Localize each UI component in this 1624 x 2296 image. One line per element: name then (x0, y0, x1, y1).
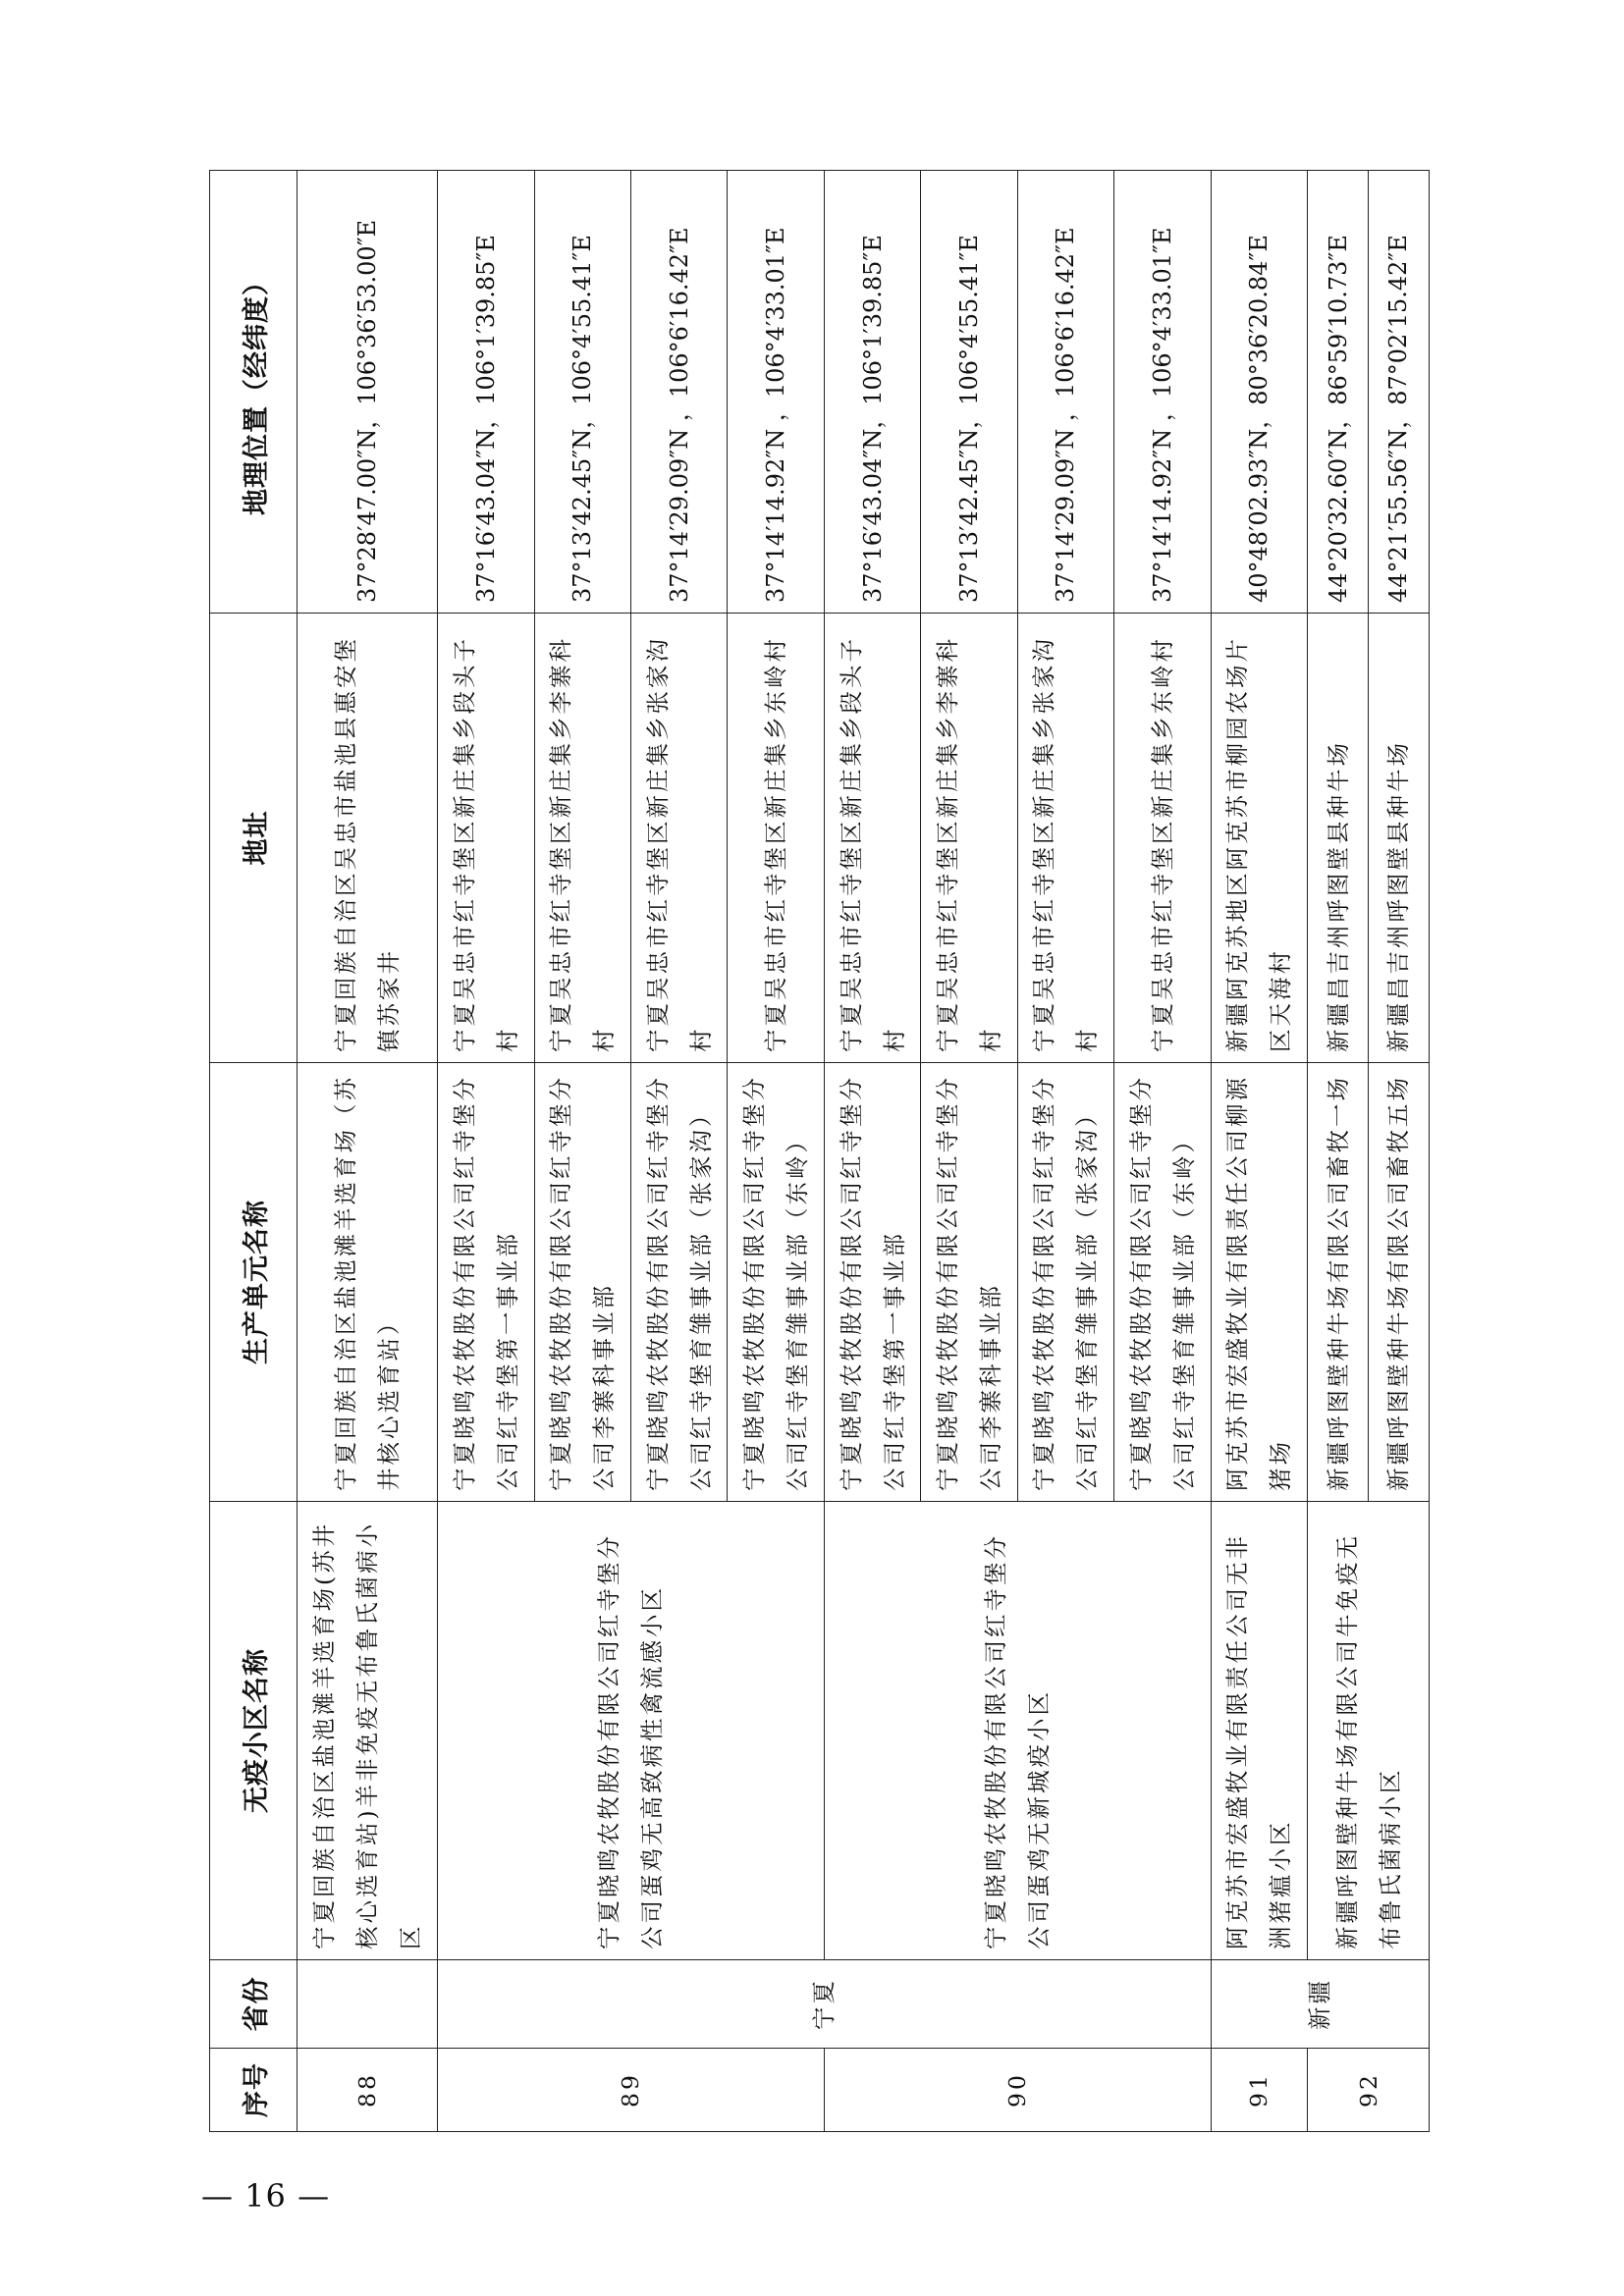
header-zone: 无疫小区名称 (210, 1502, 298, 1960)
cell-address: 宁夏吴忠市红寺堡区新庄集乡段头子村 (438, 614, 534, 1063)
cell-unit: 宁夏晓鸣农牧股份有限公司红寺堡分公司红寺堡育雏事业部（张家沟） (1017, 1063, 1113, 1502)
cell-geo: 40°48′02.93″N，80°36′20.84″E (1211, 171, 1307, 614)
cell-address: 宁夏吴忠市红寺堡区新庄集乡张家沟村 (630, 614, 727, 1063)
cell-no: 90 (824, 2049, 1211, 2132)
cell-zone: 阿克苏市宏盛牧业有限责任公司无非洲猪瘟小区 (1211, 1502, 1307, 1960)
cell-no: 88 (298, 2049, 438, 2132)
cell-unit: 宁夏晓鸣农牧股份有限公司红寺堡分公司红寺堡第一事业部 (438, 1063, 534, 1502)
cell-geo: 37°14′29.09″N ，106°6′16.42″E (1017, 171, 1113, 614)
header-unit: 生产单元名称 (210, 1063, 298, 1502)
cell-geo: 37°14′29.09″N ，106°6′16.42″E (630, 171, 727, 614)
cell-geo: 37°28′47.00″N，106°36′53.00″E (298, 171, 438, 614)
cell-unit: 宁夏晓鸣农牧股份有限公司红寺堡分公司红寺堡育雏事业部（东岭） (1114, 1063, 1211, 1502)
cell-geo: 37°13′42.45″N，106°4′55.41″E (921, 171, 1017, 614)
cell-unit: 新疆呼图壁种牛场有限公司畜牧五场 (1368, 1063, 1429, 1502)
cell-province: 新疆 (1211, 1960, 1429, 2049)
cell-address: 新疆昌吉州呼图壁县种牛场 (1368, 614, 1429, 1063)
header-province: 省份 (210, 1960, 298, 2049)
table-row (438, 171, 534, 2132)
cell-unit: 阿克苏市宏盛牧业有限责任公司柳源猪场 (1211, 1063, 1307, 1502)
cell-unit: 宁夏回族自治区盐池滩羊选育场（苏井核心选育站） (298, 1063, 438, 1502)
cell-zone: 宁夏晓鸣农牧股份有限公司红寺堡分公司蛋鸡无高致病性禽流感小区 (438, 1502, 825, 1960)
header-no: 序号 (210, 2049, 298, 2132)
table-row (1308, 171, 1369, 2132)
cell-unit: 宁夏晓鸣农牧股份有限公司红寺堡分公司李寨科事业部 (921, 1063, 1017, 1502)
cell-zone: 新疆呼图壁种牛场有限公司牛免疫无布鲁氏菌病小区 (1308, 1502, 1430, 1960)
rotated-table-container (209, 171, 1430, 2132)
cell-no: 92 (1308, 2049, 1430, 2132)
cell-no: 91 (1211, 2049, 1307, 2132)
cell-address: 新疆昌吉州呼图壁县种牛场 (1308, 614, 1369, 1063)
cell-geo: 44°20′32.60″N，86°59′10.73″E (1308, 171, 1369, 614)
cell-zone: 宁夏回族自治区盐池滩羊选育场(苏井核心选育站)羊非免疫无布鲁氏菌病小区 (298, 1502, 438, 1960)
table-row (824, 171, 920, 2132)
cell-geo: 37°16′43.04″N，106°1′39.85″E (438, 171, 534, 614)
cell-address: 宁夏吴忠市红寺堡区新庄集乡东岭村 (728, 614, 824, 1063)
cell-geo: 37°14′14.92″N ，106°4′33.01″E (728, 171, 824, 614)
cell-address: 宁夏吴忠市红寺堡区新庄集乡李寨科村 (921, 614, 1017, 1063)
cell-unit: 宁夏晓鸣农牧股份有限公司红寺堡分公司红寺堡育雏事业部（张家沟） (630, 1063, 727, 1502)
cell-geo: 44°21′55.56″N，87°02′15.42″E (1368, 171, 1429, 614)
table-header-row (210, 171, 298, 2132)
cell-address: 宁夏吴忠市红寺堡区新庄集乡李寨科村 (534, 614, 630, 1063)
cell-geo: 37°13′42.45″N，106°4′55.41″E (534, 171, 630, 614)
cell-province (298, 1960, 438, 2049)
cell-address: 新疆阿克苏地区阿克苏市柳园农场片区天海村 (1211, 614, 1307, 1063)
cell-unit: 宁夏晓鸣农牧股份有限公司红寺堡分公司红寺堡育雏事业部（东岭） (728, 1063, 824, 1502)
zone-table (209, 170, 1430, 2132)
cell-geo: 37°16′43.04″N，106°1′39.85″E (824, 171, 920, 614)
cell-address: 宁夏吴忠市红寺堡区新庄集乡张家沟村 (1017, 614, 1113, 1063)
table-row (298, 171, 438, 2132)
cell-unit: 宁夏晓鸣农牧股份有限公司红寺堡分公司红寺堡第一事业部 (824, 1063, 920, 1502)
cell-geo: 37°14′14.92″N ，106°4′33.01″E (1114, 171, 1211, 614)
cell-address: 宁夏吴忠市红寺堡区新庄集乡段头子村 (824, 614, 920, 1063)
table-row (1211, 171, 1307, 2132)
cell-address: 宁夏吴忠市红寺堡区新庄集乡东岭村 (1114, 614, 1211, 1063)
cell-address: 宁夏回族自治区吴忠市盐池县惠安堡镇苏家井 (298, 614, 438, 1063)
cell-province: 宁夏 (438, 1960, 1212, 2049)
cell-unit: 宁夏晓鸣农牧股份有限公司红寺堡分公司李寨科事业部 (534, 1063, 630, 1502)
cell-zone: 宁夏晓鸣农牧股份有限公司红寺堡分公司蛋鸡无新城疫小区 (824, 1502, 1211, 1960)
cell-no: 89 (438, 2049, 825, 2132)
page-number: — 16 — (201, 2177, 331, 2215)
header-geo: 地理位置（经纬度） (210, 171, 298, 614)
header-address: 地址 (210, 614, 298, 1063)
cell-unit: 新疆呼图壁种牛场有限公司畜牧一场 (1308, 1063, 1369, 1502)
